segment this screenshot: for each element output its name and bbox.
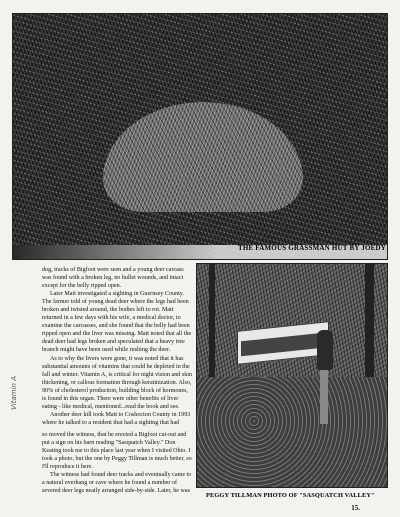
article-paragraph: Another deer kill took Matt to Coshocton County in 1993 where he talked to a resident that had a sighting that had [42,411,191,426]
article-paragraph: dog, tracks of Bigfoot were seen and a young deer carcass was found with a broken leg, no bullet wounds, and intact except for the belly ripped open. [42,267,184,290]
sasquatch-valley-photo [196,263,388,488]
article-column [42,266,192,495]
top-photo-caption: THE FAMOUS GRASSMAN HUT BY JOEDY [237,244,386,252]
leaf-ground [197,377,387,487]
margin-handwriting: Vitamin A [10,376,18,410]
hut-mound [103,102,303,212]
article-paragraph: The witness had found deer tracks and eventually came to a natural overhang or cave where he found a number of severed deer legs neatly arranged side-by-side. Later, he was [42,472,192,495]
page-number: 15. [351,504,360,512]
right-photo-caption: PEGGY TILLMAN PHOTO OF "SASQUATCH VALLEY" [206,492,375,499]
article-paragraph: so moved the witness, that he erected a Bigfoot cut-out and put a sign on his barn reading "Sasquatch Valley." Don Keating took me to this place last year when I visited Ohio. I took a photo, but the one by Peggy Tillman is much better, so I'll reproduce it here. [42,431,192,471]
article-paragraph: As to why the livers were gone, it was noted that it has substantial amounts of vitamins that could be depleted in the fall and winter. Vitamin A, is critical for night vision and skin thickening, or callous formation through keratinization. Also, 90% of cholesterol production, building block of hormones, is found in this organ. There were other benefits of liver eating - like medical, mentioned...read the book and see. [42,355,192,410]
bigfoot-cutout [317,330,333,370]
grassman-hut-photo [12,13,388,260]
article-paragraph: Later Matt investigated a sighting in Guernsey County. The farmer told of young dead deer where the legs had been broken and twisted around, the bodies left to rot. Matt returned in a few days with his wife, a medical doctor, to examine the carcasses, and she found that the belly had been ripped open and the liver was missing. Matt noted that all the dead deer had legs broken and speculated that a heavy tree branch might have been used while rushing the deer. [42,291,192,354]
